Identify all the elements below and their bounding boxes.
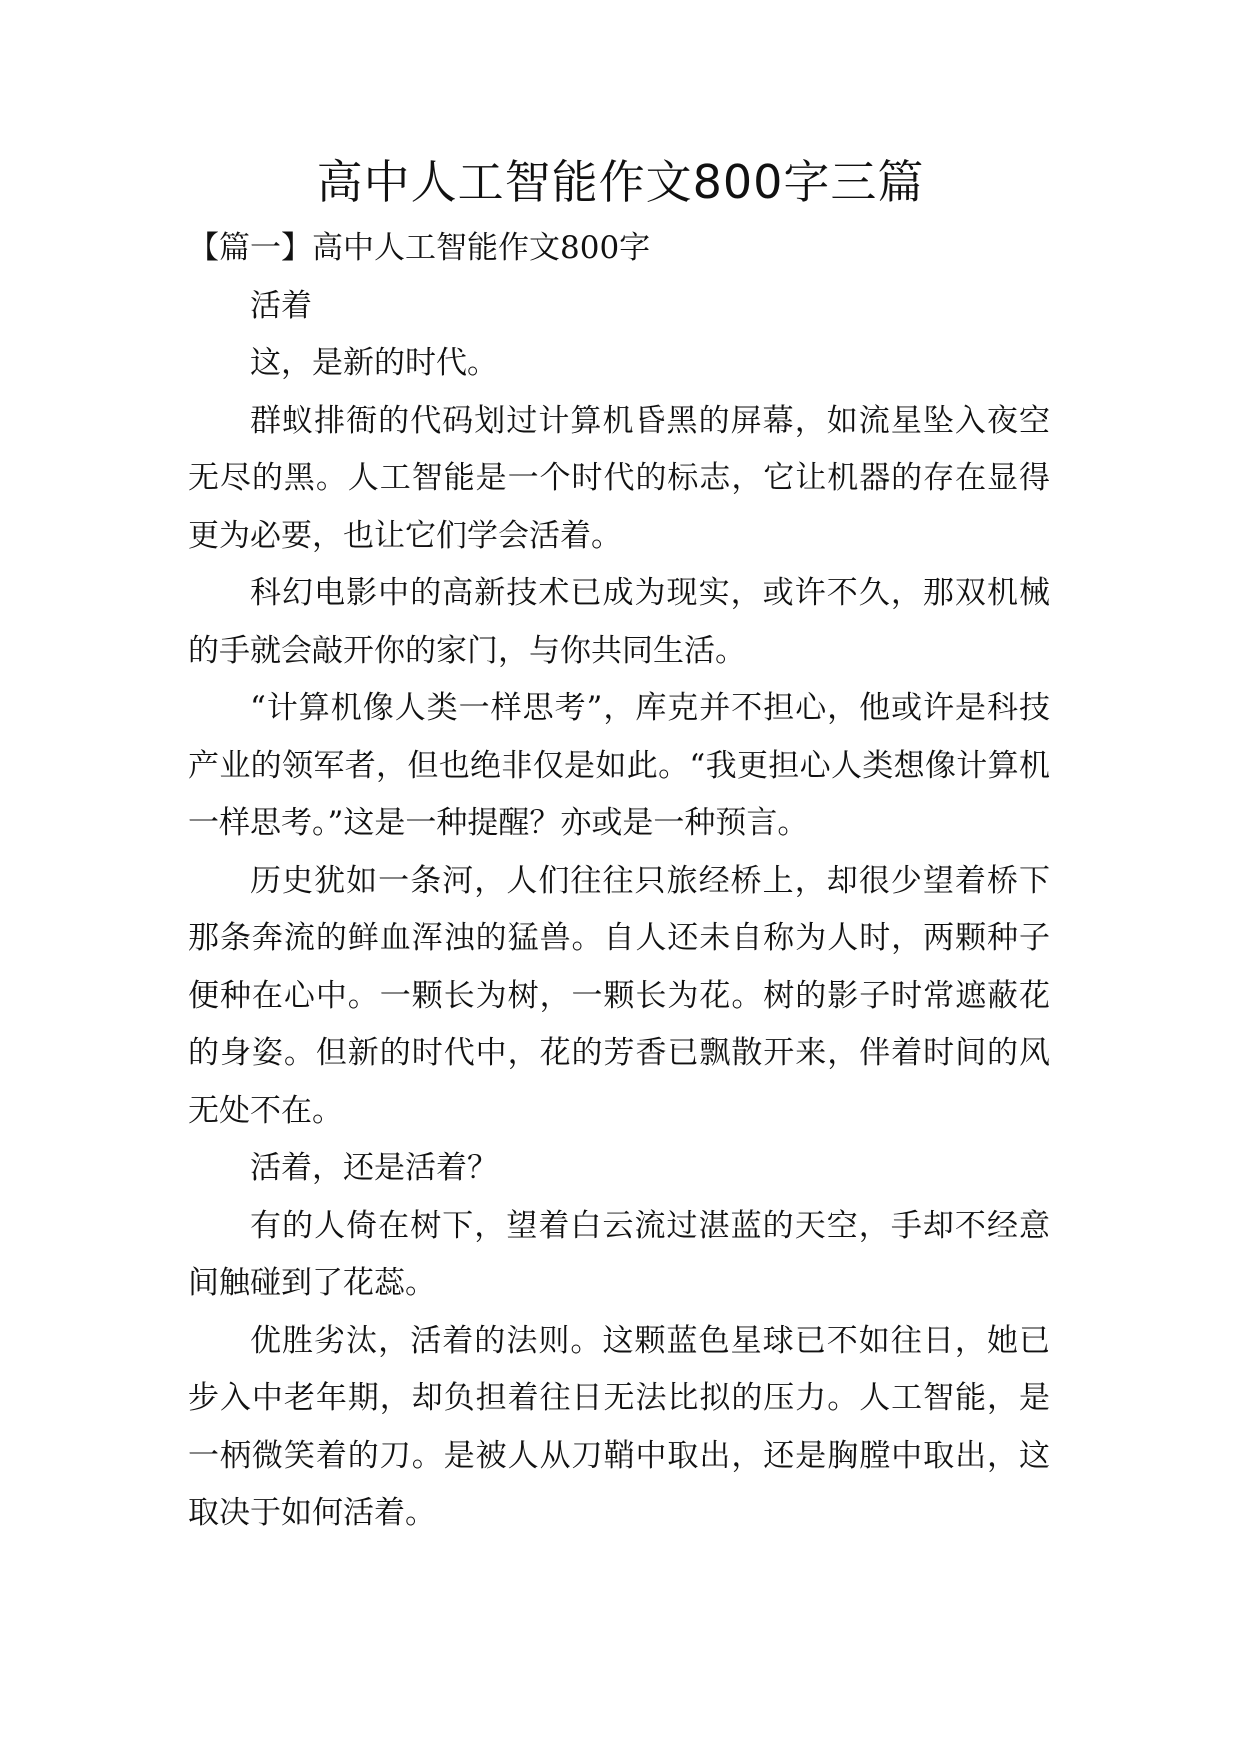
paragraph: 科幻电影中的高新技术已成为现实，或许不久，那双机械的手就会敲开你的家门，与你共同生活。 xyxy=(188,575,1050,669)
paragraph: 历史犹如一条河，人们往往只旅经桥上，却很少望着桥下那条奔流的鲜血浑浊的猛兽。自人还未自称为人时，两颗种子便种在心中。一颗长为树，一颗长为花。树的影子时常遮蔽花的身姿。但新的时代中，花的芳香已飘散开来，伴着时间的风无处不在。 xyxy=(188,862,1050,1129)
paragraph: 有的人倚在树下，望着白云流过湛蓝的天空，手却不经意间触碰到了花蕊。 xyxy=(188,1207,1050,1301)
document-body xyxy=(188,220,1050,1543)
paragraph: “计算机像人类一样思考”，库克并不担心，他或许是科技产业的领军者，但也绝非仅是如此。“我更担心人类想像计算机一样思考。”这是一种提醒？亦或是一种预言。 xyxy=(188,690,1050,841)
paragraph: 群蚁排衙的代码划过计算机昏黑的屏幕，如流星坠入夜空无尽的黑。人工智能是一个时代的标志，它让机器的存在显得更为必要，也让它们学会活着。 xyxy=(188,402,1050,554)
essay-subtitle: 活着 xyxy=(250,287,312,324)
paragraph: 优胜劣汰，活着的法则。这颗蓝色星球已不如往日，她已步入中老年期，却负担着往日无法比拟的压力。人工智能，是一柄微笑着的刀。是被人从刀鞘中取出，还是胸膛中取出，这取决于如何活着。 xyxy=(188,1322,1050,1531)
paragraph: 活着，还是活着？ xyxy=(250,1150,498,1186)
paragraph: 这，是新的时代。 xyxy=(250,345,498,381)
section-heading: 【篇一】高中人工智能作文800字 xyxy=(188,230,651,266)
document-title: 高中人工智能作文800字三篇 xyxy=(316,155,925,209)
